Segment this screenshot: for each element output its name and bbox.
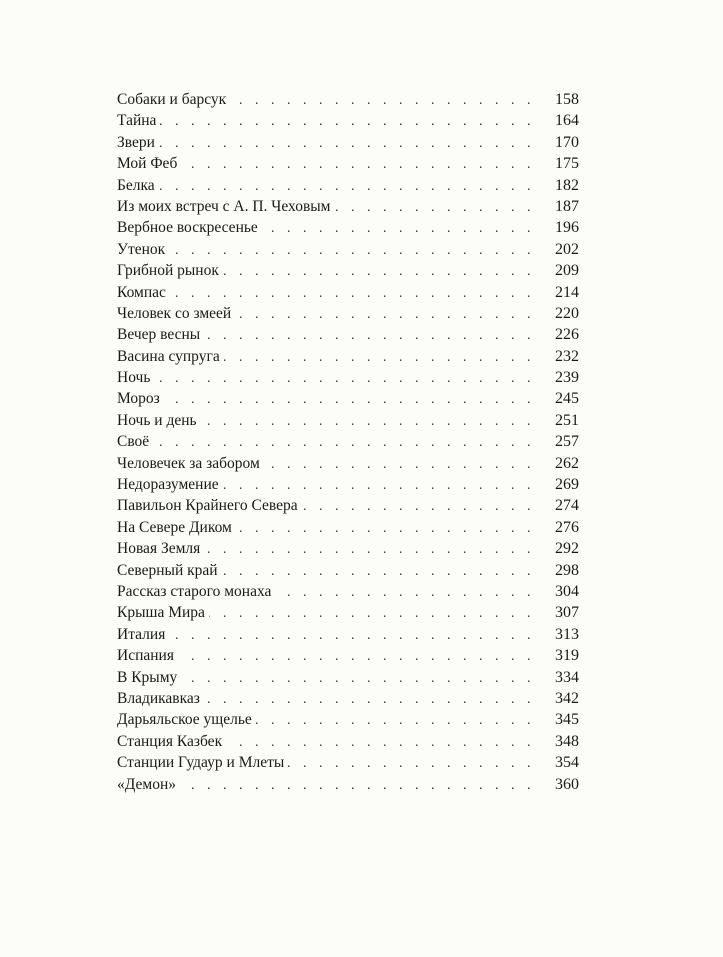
toc-entry-title: Рассказ старого монаха	[117, 582, 272, 600]
toc-entry	[117, 624, 579, 645]
toc-entry-title: Из моих встреч с А. П. Чеховым	[117, 197, 331, 215]
toc-entry-title: Новая Земля	[117, 540, 201, 558]
toc-entry-title: Ночь и день	[117, 411, 197, 429]
toc-entry-page: 304	[555, 582, 579, 600]
toc-entry	[117, 560, 579, 581]
toc-entry	[117, 196, 579, 217]
toc-entry-page: 274	[555, 497, 579, 515]
dot-leader	[262, 218, 535, 239]
toc-entry-title: Павильон Крайнего Севера	[117, 497, 298, 515]
toc-entry-title: Белка	[117, 176, 155, 194]
dot-leader	[204, 325, 535, 346]
toc-entry-title: Испания	[117, 647, 174, 665]
toc-entry-page: 245	[555, 390, 579, 408]
toc-entry-title: Своё	[117, 433, 150, 451]
toc-entry-page: 239	[555, 369, 579, 387]
toc-entry	[117, 495, 579, 516]
toc-entry-title: Италия	[117, 625, 166, 643]
toc-entry-page: 187	[555, 197, 579, 215]
toc-entry	[117, 709, 579, 730]
toc-entry-title: Компас	[117, 283, 166, 301]
toc-entry	[117, 282, 579, 303]
toc-entry-page: 257	[555, 433, 579, 451]
toc-entry-page: 298	[555, 561, 579, 579]
dot-leader	[181, 154, 535, 175]
toc-entry-title: Утенок	[117, 240, 166, 258]
toc-entry-title: Северный край	[117, 561, 218, 579]
toc-entry	[117, 303, 579, 324]
dot-leader	[288, 753, 535, 774]
toc-entry-page: 209	[555, 262, 579, 280]
toc-entry-title: Вербное воскресенье	[117, 219, 258, 237]
dot-leader	[178, 646, 535, 667]
dot-leader	[170, 283, 535, 304]
toc-entry-title: Мороз	[117, 390, 160, 408]
table-of-contents	[117, 89, 579, 795]
toc-entry-page: 345	[555, 711, 579, 729]
dot-leader	[335, 197, 536, 218]
toc-entry-page: 232	[555, 347, 579, 365]
toc-entry-page: 214	[555, 283, 579, 301]
toc-entry-title: Станция Казбек	[117, 732, 223, 750]
toc-entry-page: 158	[555, 91, 579, 108]
toc-entry-page: 182	[555, 176, 579, 194]
dot-leader	[204, 689, 535, 710]
dot-leader	[235, 304, 535, 325]
toc-entry	[117, 388, 579, 409]
toc-entry	[117, 239, 579, 260]
toc-entry	[117, 217, 579, 238]
toc-entry	[117, 324, 579, 345]
dot-leader	[160, 111, 535, 132]
dot-leader	[169, 240, 535, 261]
toc-entry-page: 196	[555, 219, 579, 237]
toc-entry-title: Владикавказ	[117, 689, 200, 707]
toc-entry-title: Недоразумение	[117, 476, 219, 494]
toc-entry-title: На Севере Диком	[117, 518, 232, 536]
toc-entry	[117, 110, 579, 131]
toc-entry-title: Тайна	[117, 112, 157, 130]
toc-entry-page: 348	[555, 732, 579, 750]
toc-entry-page: 354	[555, 754, 579, 772]
toc-entry	[117, 260, 579, 281]
dot-leader	[222, 561, 535, 582]
dot-leader	[169, 625, 535, 646]
toc-entry-page: 313	[555, 625, 579, 643]
toc-entry	[117, 752, 579, 773]
toc-entry	[117, 645, 579, 666]
toc-entry-title: Вечер весны	[117, 326, 201, 344]
toc-entry	[117, 132, 579, 153]
dot-leader	[223, 261, 535, 282]
toc-entry-page: 170	[555, 133, 579, 151]
toc-entry-title: Ночь	[117, 369, 151, 387]
toc-entry	[117, 153, 579, 174]
toc-entry	[117, 774, 579, 795]
toc-entry-page: 202	[555, 240, 579, 258]
toc-entry-title: Звери	[117, 133, 155, 151]
toc-entry	[117, 667, 579, 688]
dot-leader	[230, 90, 535, 111]
toc-entry-page: 319	[555, 647, 579, 665]
toc-entry-title: Станции Гудаур и Млеты	[117, 754, 285, 772]
toc-entry-title: В Крыму	[117, 668, 178, 686]
dot-leader	[275, 582, 535, 603]
dot-leader	[302, 496, 535, 517]
toc-entry-title: Васина супруга	[117, 347, 220, 365]
toc-entry-title: Дарьяльское ущелье	[117, 711, 252, 729]
dot-leader	[256, 710, 535, 731]
dot-leader	[153, 432, 535, 453]
dot-leader	[159, 133, 535, 154]
toc-entry	[117, 410, 579, 431]
toc-entry	[117, 89, 579, 110]
toc-entry-page: 220	[555, 304, 579, 322]
dot-leader	[226, 732, 535, 753]
dot-leader	[181, 668, 535, 689]
toc-entry	[117, 731, 579, 752]
toc-entry-title: Грибной рынок	[117, 262, 219, 280]
toc-entry-page: 175	[555, 155, 579, 173]
toc-entry-page: 292	[555, 540, 579, 558]
dot-leader	[236, 518, 535, 539]
dot-leader	[264, 454, 535, 475]
toc-entry	[117, 367, 579, 388]
toc-entry	[117, 517, 579, 538]
dot-leader	[154, 368, 535, 389]
dot-leader	[204, 539, 535, 560]
toc-entry-page: 164	[555, 112, 579, 130]
toc-entry	[117, 581, 579, 602]
toc-entry	[117, 175, 579, 196]
dot-leader	[209, 603, 535, 624]
toc-entry	[117, 474, 579, 495]
toc-entry-title: Человек со змеей	[117, 304, 232, 322]
toc-entry	[117, 688, 579, 709]
toc-entry-page: 276	[555, 518, 579, 536]
toc-entry-page: 251	[555, 411, 579, 429]
toc-entry-page: 360	[555, 775, 579, 793]
toc-entry-page: 342	[555, 689, 579, 707]
toc-entry-page: 334	[555, 668, 579, 686]
toc-entry	[117, 453, 579, 474]
toc-entry-page: 262	[555, 454, 579, 472]
toc-entry	[117, 602, 579, 623]
toc-entry	[117, 538, 579, 559]
toc-entry-title: Крыша Мира	[117, 604, 205, 622]
dot-leader	[159, 176, 535, 197]
toc-entry-title: Человечек за забором	[117, 454, 260, 472]
dot-leader	[164, 389, 535, 410]
toc-entry	[117, 346, 579, 367]
dot-leader	[201, 411, 535, 432]
toc-entry	[117, 431, 579, 452]
toc-entry-title: Собаки и барсук	[117, 91, 227, 108]
dot-leader	[180, 775, 535, 796]
toc-entry-title: Мой Феб	[117, 155, 178, 173]
toc-entry-page: 269	[555, 476, 579, 494]
toc-entry-page: 307	[555, 604, 579, 622]
dot-leader	[223, 475, 535, 496]
toc-entry-title: «Демон»	[117, 775, 176, 793]
toc-entry-page: 226	[555, 326, 579, 344]
dot-leader	[224, 347, 535, 368]
